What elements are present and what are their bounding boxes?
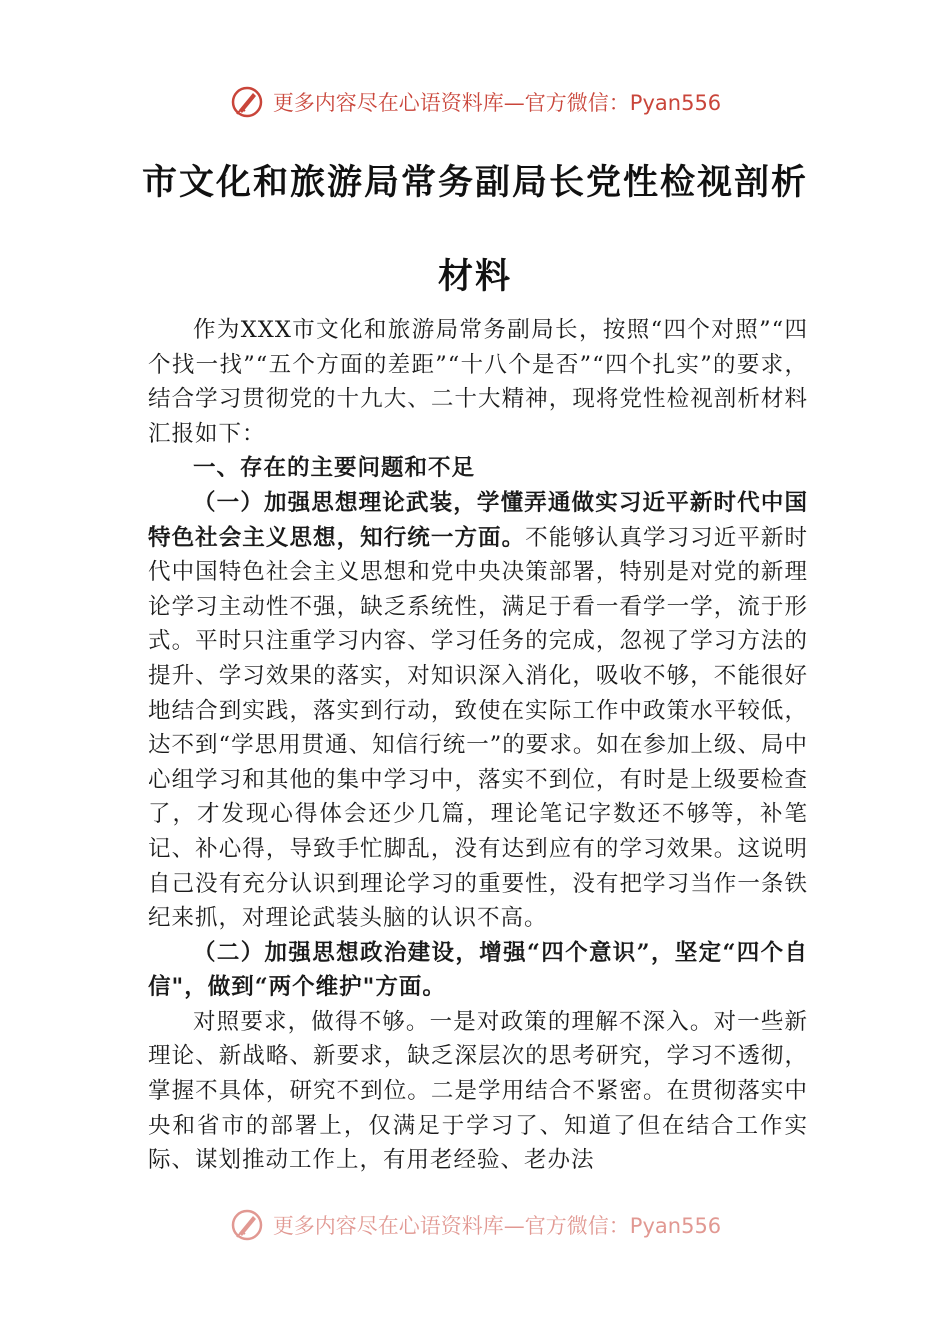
- pen-logo-icon: [229, 84, 265, 120]
- watermark-text: 更多内容尽在心语资料库—官方微信：Pyan556: [272, 1214, 722, 1238]
- document-body: [148, 313, 808, 1178]
- watermark-banner-bottom: [0, 1205, 950, 1245]
- watermark-text: 更多内容尽在心语资料库—官方微信：Pyan556: [272, 91, 722, 115]
- subsection-1-body: 不能够认真学习习近平新时代中国特色社会主义思想和党中央决策部署，特别是对党的新理论学习主动性不强，缺乏系统性，满足于看一看学一学，流于形式。平时只注重学习内容、学习任务的完成，忽视了学习方法的提升、学习效果的落实，对知识深入消化，吸收不够，不能很好地结合到实践，落实到行动，致使在实际工作中政策水平较低，达不到“学思用贯通、知信行统一”的要求。如在参加上级、局中心组学习和其他的集中学习中，落实不到位，有时是上级要检查了，才发现心得体会还少几篇，理论笔记字数还不够等，补笔记、补心得，导致手忙脚乱，没有达到应有的学习效果。这说明自己没有充分认识到理论学习的重要性，没有把学习当作一条铁纪来抓，对理论武装头脑的认识不高。: [148, 524, 808, 932]
- document-title-line2: 材料: [437, 256, 512, 297]
- subsection-1-heading: （一）加强思想理论武装，学懂弄通做实习近平新时代中国特色社会主义思想，知行统一方面。: [148, 489, 808, 551]
- subsection-1: [148, 486, 808, 936]
- subsection-2-heading: （二）加强思想政治建设，增强“四个意识”，坚定“四个自信"，做到“两个维护"方面。: [148, 939, 808, 1001]
- section-heading: 一、存在的主要问题和不足: [193, 455, 476, 482]
- subsection-2-body: 对照要求，做得不够。一是对政策的理解不深入。对一些新理论、新战略、新要求，缺乏深层次的思考研究，学习不透彻，掌握不具体，研究不到位。二是学用结合不紧密。在贯彻落实中央和省市的部署上，仅满足于学习了、知道了但在结合工作实际、谋划推动工作上，有用老经验、老办法: [148, 1008, 808, 1174]
- intro-paragraph: 作为XXX市文化和旅游局常务副局长，按照“四个对照”“四个找一找”“五个方面的差距”“十八个是否”“四个扎实”的要求，结合学习贯彻党的十九大、二十大精神，现将党性检视剖析材料汇报如下：: [148, 317, 808, 447]
- document-title-line1: 市文化和旅游局常务副局长党性检视剖析: [141, 162, 808, 203]
- watermark-banner-top: [0, 82, 950, 122]
- pen-logo-icon: [229, 1207, 265, 1243]
